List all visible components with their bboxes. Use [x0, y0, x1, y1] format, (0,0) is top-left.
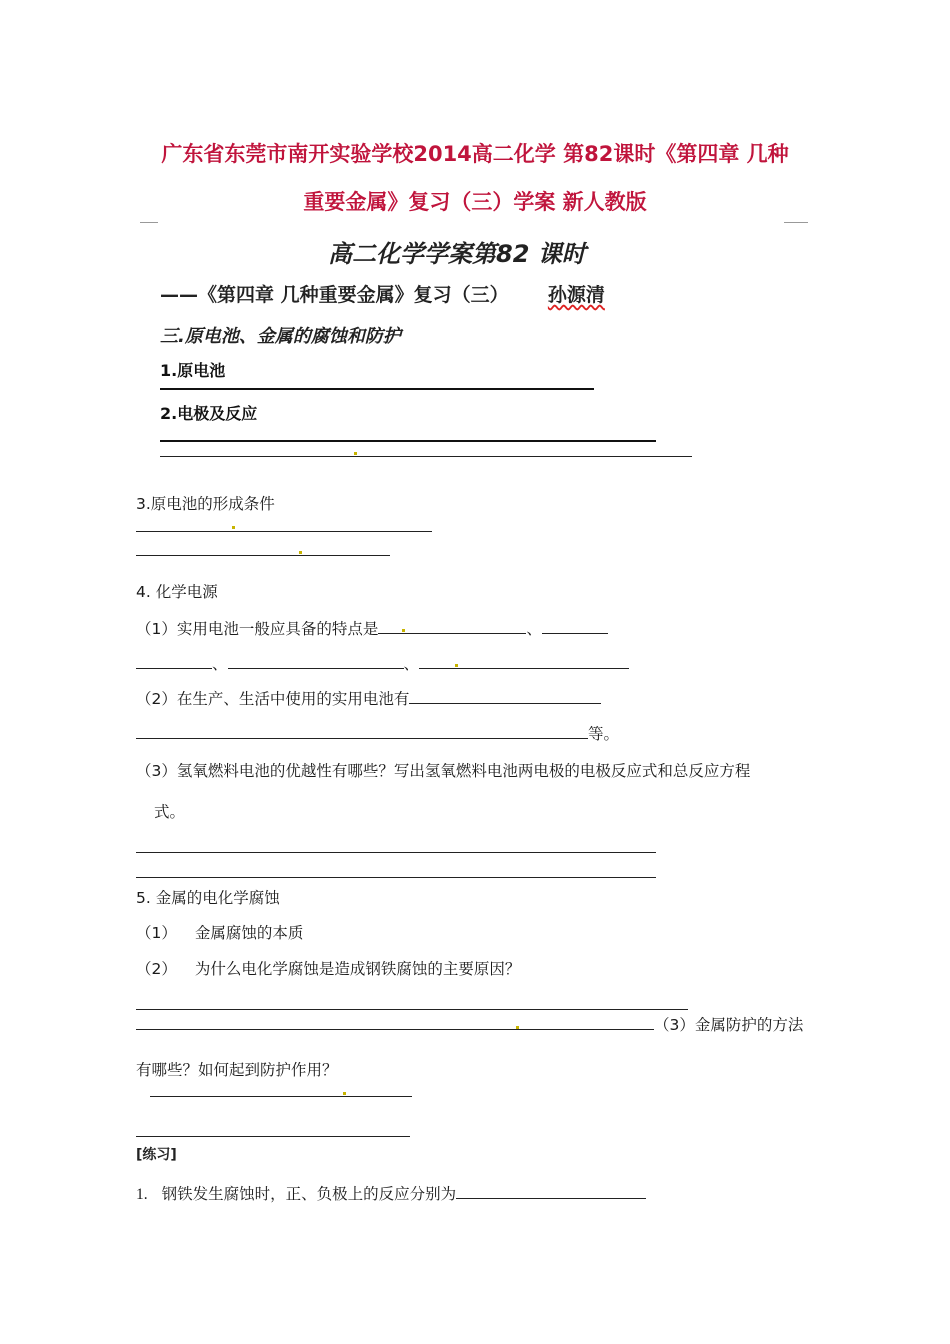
blank[interactable] [228, 652, 404, 669]
scan-speck [299, 551, 302, 554]
answer-line[interactable] [136, 852, 656, 853]
chapter-title: ——《第四章 几种重要金属》复习（三） [160, 284, 509, 306]
q4-part-1-text: （1）实用电池一般应具备的特点是 [136, 620, 379, 638]
q4-part-2-continued [136, 722, 619, 744]
scan-speck [343, 1092, 346, 1095]
answer-line[interactable] [136, 1009, 688, 1010]
q5-part-3-continued: 有哪些？如何起到防护作用？ [136, 1061, 338, 1079]
blank[interactable] [409, 687, 601, 704]
q5-part-2-text: 为什么电化学腐蚀是造成钢铁腐蚀的主要原因？ [194, 960, 521, 978]
practice-heading: [练习] [136, 1147, 177, 1163]
separator: 、 [526, 620, 542, 638]
q5-part-3 [136, 1013, 803, 1035]
answer-line[interactable] [150, 1096, 412, 1097]
blank[interactable] [378, 617, 526, 634]
scan-speck [232, 526, 235, 529]
scan-speck [354, 452, 357, 455]
scan-speck [455, 664, 458, 667]
answer-line[interactable] [136, 877, 656, 878]
blank[interactable] [542, 617, 608, 634]
separator: 、 [403, 655, 420, 673]
blank[interactable] [419, 652, 629, 669]
answer-line[interactable] [136, 555, 390, 556]
document-title-line-2: 重要金属》复习（三）学案 新人教版 [303, 190, 647, 214]
practice-question-1 [136, 1182, 646, 1204]
scan-speck [402, 629, 405, 632]
q5-part-2 [136, 957, 520, 979]
answer-line[interactable] [160, 388, 594, 390]
document-title-line-1: 广东省东莞市南开实验学校2014高二化学 第82课时《第四章 几种 [161, 142, 789, 166]
q5-part-1-text: 金属腐蚀的本质 [194, 924, 304, 942]
q4-part-3-line-2: 式。 [154, 803, 186, 821]
q5-part-1-number: （1） [136, 924, 177, 942]
practice-q1-text: 钢铁发生腐蚀时，正、负极上的反应分别为 [161, 1185, 457, 1203]
lesson-subtitle: 高二化学学案第82 课时 [328, 240, 586, 268]
separator: 、 [212, 655, 228, 673]
q4-part-2 [136, 687, 601, 709]
q4-part-2-end: 等。 [588, 725, 620, 743]
practice-q1-number: 1. [136, 1186, 148, 1203]
chapter-line [160, 280, 605, 307]
item-electrode-reaction: 2.电极及反应 [160, 404, 258, 423]
blank[interactable] [136, 722, 588, 739]
answer-line[interactable] [160, 440, 656, 442]
q5-part-3-text: （3）金属防护的方法 [654, 1016, 804, 1034]
question-4-label: 4. 化学电源 [136, 583, 218, 601]
question-5-label: 5. 金属的电化学腐蚀 [136, 889, 280, 907]
blank[interactable] [456, 1182, 646, 1199]
q4-part-2-text: （2）在生产、生活中使用的实用电池有 [136, 690, 410, 708]
blank[interactable] [136, 652, 212, 669]
question-3-label: 3.原电池的形成条件 [136, 495, 275, 513]
blank[interactable] [136, 1013, 654, 1030]
answer-line[interactable] [136, 531, 432, 532]
section-heading: 三.原电池、金属的腐蚀和防护 [160, 326, 401, 347]
answer-line[interactable] [136, 1136, 410, 1137]
q4-part-1 [136, 617, 608, 639]
divider-right [784, 222, 808, 223]
item-primary-cell: 1.原电池 [160, 361, 226, 380]
author-name: 孙源清 [547, 284, 605, 306]
divider-left [140, 222, 158, 223]
answer-line[interactable] [160, 456, 692, 457]
scan-speck [516, 1026, 519, 1029]
q5-part-2-number: （2） [136, 960, 177, 978]
q4-part-3-line-1: （3）氢氧燃料电池的优越性有哪些？写出氢氧燃料电池两电极的电极反应式和总反应方程 [136, 762, 751, 780]
q4-part-1-continued [136, 652, 629, 674]
q5-part-1 [136, 921, 303, 943]
